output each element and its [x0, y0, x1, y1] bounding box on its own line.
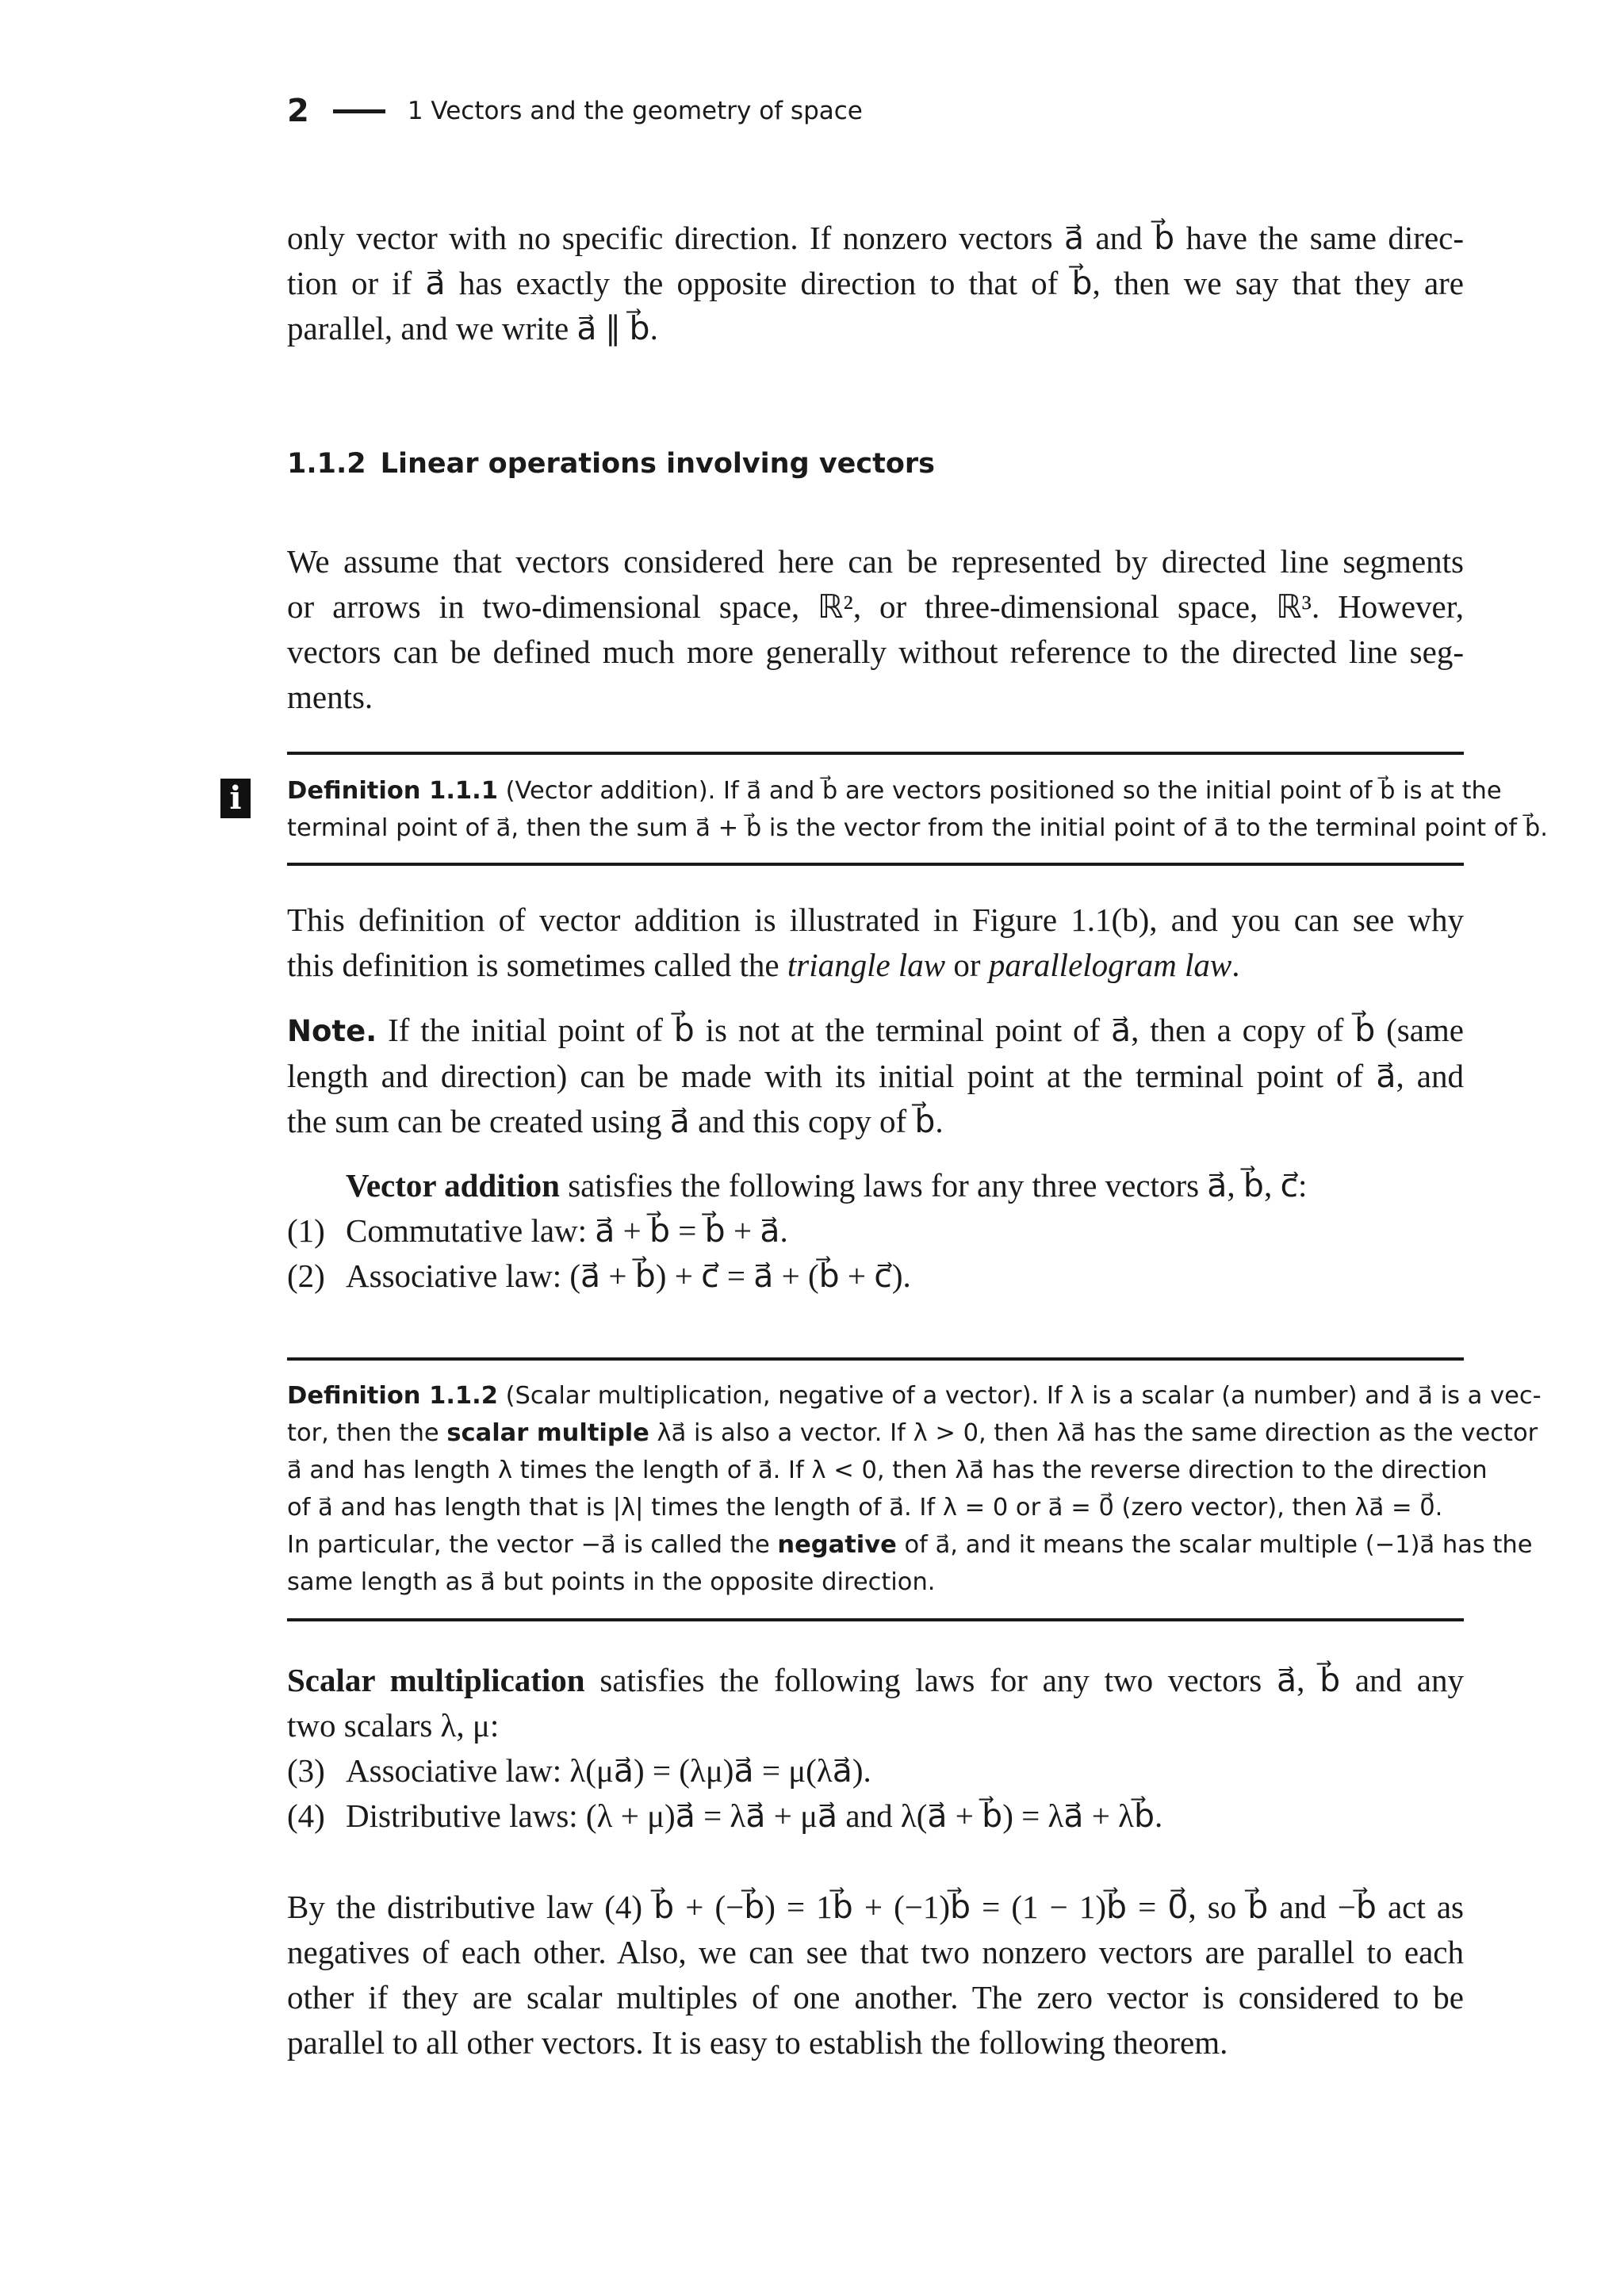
closing-paragraph [287, 1885, 1464, 2065]
definition-rule-top [287, 1357, 1464, 1361]
text-line: ments. [287, 679, 373, 715]
text-line: or arrows in two-dimensional space, ℝ², or three-dimensional space, ℝ³. However, [287, 588, 1464, 625]
text-line: This definition of vector addition is illustrated in Figure 1.1(b), and you can see why [287, 902, 1464, 938]
text-line: parallel, and we write a⃗ ∥ b⃗. [287, 310, 658, 346]
law-item [287, 1748, 1464, 1793]
definition-vector-addition [287, 772, 1548, 847]
text-line: parallel to all other vectors. It is easy to establish the following theorem. [287, 2024, 1228, 2061]
definition-line: a⃗ and has length λ times the length of a⃗. If λ < 0, then λa⃗ has the reverse direction to the direction [287, 1457, 1488, 1484]
definition-label: Definition 1.1.1 [287, 777, 498, 805]
text-line: tion or if a⃗ has exactly the opposite direction to that of b⃗, then we say that they are [287, 265, 1464, 301]
text-line: We assume that vectors considered here can be represented by directed line segments [287, 543, 1464, 580]
law-number: (3) [287, 1752, 325, 1789]
text-line: this definition is sometimes called the triangle law or parallelogram law. [287, 947, 1240, 983]
text-line: vectors can be defined much more generally without reference to the directed line seg- [287, 634, 1464, 670]
term-vector-addition: Vector addition [346, 1167, 560, 1204]
law-item [287, 1208, 1464, 1254]
note-label: Note. [287, 1014, 377, 1048]
law-number: (1) [287, 1212, 325, 1249]
running-head [287, 89, 863, 133]
definition-rule-bottom [287, 1618, 1464, 1621]
text-line: By the distributive law (4) b⃗ + (−b⃗) = 1b⃗ + (−1)b⃗ = (1 − 1)b⃗ = 0⃗, so b⃗ and −b⃗ act as [287, 1889, 1464, 1925]
term-negative: negative [777, 1531, 897, 1559]
law-text: Associative law: (a⃗ + b⃗) + c⃗ = a⃗ + (b⃗ + c⃗). [346, 1258, 911, 1294]
laws-lead: Vector addition satisfies the following laws for any three vectors a⃗, b⃗, c⃗: [346, 1167, 1308, 1204]
definition-line: tor, then the scalar multiple λa⃗ is also a vector. If λ > 0, then λa⃗ has the same direction as the vector [287, 1419, 1538, 1447]
text-line: only vector with no specific direction. If nonzero vectors a⃗ and b⃗ have the same direc- [287, 220, 1464, 256]
section-title: Linear operations involving vectors [380, 448, 936, 480]
intro-paragraph [287, 216, 1464, 351]
definition-line: Definition 1.1.1 (Vector addition). If a⃗ and b⃗ are vectors positioned so the initial point of b⃗ is at the [287, 777, 1502, 805]
law-number: (2) [287, 1258, 325, 1294]
term-triangle-law: triangle law [787, 947, 946, 983]
text-line: two scalars λ, μ: [287, 1707, 500, 1744]
definition-scalar-multiplication [287, 1377, 1542, 1601]
note-paragraph [287, 1008, 1464, 1144]
law-text: Distributive laws: (λ + μ)a⃗ = λa⃗ + μa⃗ and λ(a⃗ + b⃗) = λa⃗ + λb⃗. [346, 1797, 1163, 1834]
law-text: Commutative law: a⃗ + b⃗ = b⃗ + a⃗. [346, 1212, 788, 1249]
definition-rule-bottom [287, 863, 1464, 866]
paragraph-vectors-space [287, 539, 1464, 720]
text-line: other if they are scalar multiples of one another. The zero vector is considered to be [287, 1979, 1464, 2015]
section-number: 1.1.2 [287, 448, 366, 480]
term-parallelogram-law: parallelogram law [988, 947, 1232, 983]
section-heading [287, 448, 1464, 480]
definition-line: terminal point of a⃗, then the sum a⃗ + b⃗ is the vector from the initial point of a⃗ to the terminal point of b⃗. [287, 814, 1548, 842]
chapter-title: 1 Vectors and the geometry of space [407, 97, 863, 125]
scalar-multiplication-laws [287, 1658, 1464, 1839]
definition-line: of a⃗ and has length that is |λ| times the length of a⃗. If λ = 0 or a⃗ = 0⃗ (zero vector), then λa⃗ = 0⃗. [287, 1494, 1443, 1522]
definition-label: Definition 1.1.2 [287, 1382, 498, 1410]
definition-line: In particular, the vector −a⃗ is called the negative of a⃗, and it means the scalar multiple (−1)a⃗ has the [287, 1531, 1533, 1559]
law-text: Associative law: λ(μa⃗) = (λμ)a⃗ = μ(λa⃗). [346, 1752, 871, 1789]
term-scalar-multiplication: Scalar multiplication [287, 1662, 585, 1698]
law-number: (4) [287, 1797, 325, 1834]
definition-line: Definition 1.1.2 (Scalar multiplication, negative of a vector). If λ is a scalar (a number) and a⃗ is a vec- [287, 1382, 1542, 1410]
page-number: 2 [287, 93, 309, 129]
law-item [287, 1254, 1464, 1299]
law-item [287, 1793, 1464, 1839]
text-line: the sum can be created using a⃗ and this copy of b⃗. [287, 1103, 944, 1139]
laws-lead: Scalar multiplication satisfies the following laws for any two vectors a⃗, b⃗ and any [287, 1662, 1465, 1698]
definition-line: same length as a⃗ but points in the opposite direction. [287, 1568, 936, 1596]
text-line: length and direction) can be made with its initial point at the terminal point of a⃗, and [287, 1058, 1464, 1094]
text-line: negatives of each other. Also, we can see that two nonzero vectors are parallel to each [287, 1934, 1464, 1970]
definition-rule-top [287, 752, 1464, 755]
paragraph-triangle-law [287, 898, 1464, 988]
running-head-rule [333, 109, 385, 113]
text-line: Note. If the initial point of b⃗ is not at the terminal point of a⃗, then a copy of b⃗ (same [287, 1012, 1464, 1048]
term-scalar-multiple: scalar multiple [446, 1419, 649, 1447]
info-icon: i [220, 779, 251, 818]
vector-addition-laws [287, 1163, 1464, 1299]
